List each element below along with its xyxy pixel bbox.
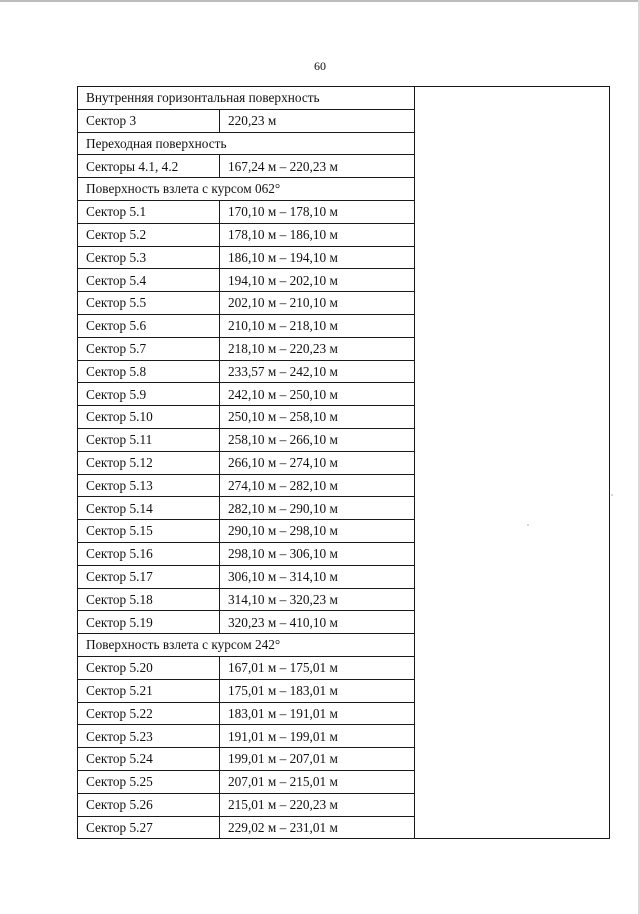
sector-label: Сектор 5.6 bbox=[78, 314, 220, 337]
sector-label: Сектор 5.17 bbox=[78, 565, 220, 588]
sector-label: Сектор 5.16 bbox=[78, 542, 220, 565]
height-value: 258,10 м – 266,10 м bbox=[220, 428, 415, 451]
heights-table bbox=[77, 86, 610, 839]
height-value: 194,10 м – 202,10 м bbox=[220, 269, 415, 292]
section-heading: Внутренняя горизонтальная поверхность bbox=[78, 87, 415, 110]
section-heading: Поверхность взлета с курсом 242° bbox=[78, 634, 415, 657]
heights-table-body bbox=[78, 87, 610, 839]
height-value: 207,01 м – 215,01 м bbox=[220, 770, 415, 793]
sector-label: Сектор 5.2 bbox=[78, 223, 220, 246]
height-value: 167,01 м – 175,01 м bbox=[220, 656, 415, 679]
height-value: 282,10 м – 290,10 м bbox=[220, 497, 415, 520]
sector-label: Сектор 5.12 bbox=[78, 451, 220, 474]
height-value: 306,10 м – 314,10 м bbox=[220, 565, 415, 588]
height-value: 167,24 м – 220,23 м bbox=[220, 155, 415, 178]
sector-label: Сектор 5.15 bbox=[78, 520, 220, 543]
section-heading: Поверхность взлета с курсом 062° bbox=[78, 178, 415, 201]
sector-label: Сектор 5.26 bbox=[78, 793, 220, 816]
height-value: 320,23 м – 410,10 м bbox=[220, 611, 415, 634]
height-value: 178,10 м – 186,10 м bbox=[220, 223, 415, 246]
height-value: 298,10 м – 306,10 м bbox=[220, 542, 415, 565]
height-value: 229,02 м – 231,01 м bbox=[220, 816, 415, 839]
height-value: 170,10 м – 178,10 м bbox=[220, 200, 415, 223]
height-value: 191,01 м – 199,01 м bbox=[220, 725, 415, 748]
height-value: 274,10 м – 282,10 м bbox=[220, 474, 415, 497]
sector-label: Сектор 5.7 bbox=[78, 337, 220, 360]
sector-label: Сектор 5.1 bbox=[78, 200, 220, 223]
height-value: 250,10 м – 258,10 м bbox=[220, 406, 415, 429]
sector-label: Сектор 3 bbox=[78, 109, 220, 132]
sector-label: Сектор 5.5 bbox=[78, 292, 220, 315]
sector-label: Сектор 5.19 bbox=[78, 611, 220, 634]
sector-label: Сектор 5.18 bbox=[78, 588, 220, 611]
height-value: 183,01 м – 191,01 м bbox=[220, 702, 415, 725]
height-value: 175,01 м – 183,01 м bbox=[220, 679, 415, 702]
sector-label: Сектор 5.10 bbox=[78, 406, 220, 429]
sector-label: Сектор 5.25 bbox=[78, 770, 220, 793]
height-value: 202,10 м – 210,10 м bbox=[220, 292, 415, 315]
height-value: 215,01 м – 220,23 м bbox=[220, 793, 415, 816]
sector-label: Сектор 5.4 bbox=[78, 269, 220, 292]
scan-speck bbox=[611, 494, 613, 496]
sector-label: Сектор 5.20 bbox=[78, 656, 220, 679]
sector-label: Сектор 5.11 bbox=[78, 428, 220, 451]
sector-label: Сектор 5.8 bbox=[78, 360, 220, 383]
page-number: 60 bbox=[314, 59, 326, 73]
section-row bbox=[78, 87, 610, 110]
sector-label: Сектор 5.9 bbox=[78, 383, 220, 406]
sector-label: Сектор 5.14 bbox=[78, 497, 220, 520]
height-value: 233,57 м – 242,10 м bbox=[220, 360, 415, 383]
sector-label: Сектор 5.23 bbox=[78, 725, 220, 748]
height-value: 266,10 м – 274,10 м bbox=[220, 451, 415, 474]
empty-right-column bbox=[415, 87, 610, 839]
sector-label: Сектор 5.24 bbox=[78, 748, 220, 771]
height-value: 186,10 м – 194,10 м bbox=[220, 246, 415, 269]
section-heading: Переходная поверхность bbox=[78, 132, 415, 155]
height-value: 218,10 м – 220,23 м bbox=[220, 337, 415, 360]
sector-label: Сектор 5.3 bbox=[78, 246, 220, 269]
height-value: 210,10 м – 218,10 м bbox=[220, 314, 415, 337]
sector-label: Сектор 5.21 bbox=[78, 679, 220, 702]
height-value: 242,10 м – 250,10 м bbox=[220, 383, 415, 406]
height-value: 290,10 м – 298,10 м bbox=[220, 520, 415, 543]
sector-label: Сектор 5.22 bbox=[78, 702, 220, 725]
sector-label: Сектор 5.27 bbox=[78, 816, 220, 839]
scan-top-edge bbox=[0, 0, 640, 2]
height-value: 199,01 м – 207,01 м bbox=[220, 748, 415, 771]
scan-speck bbox=[527, 524, 529, 526]
height-value: 220,23 м bbox=[220, 109, 415, 132]
sector-label: Секторы 4.1, 4.2 bbox=[78, 155, 220, 178]
height-value: 314,10 м – 320,23 м bbox=[220, 588, 415, 611]
sector-label: Сектор 5.13 bbox=[78, 474, 220, 497]
